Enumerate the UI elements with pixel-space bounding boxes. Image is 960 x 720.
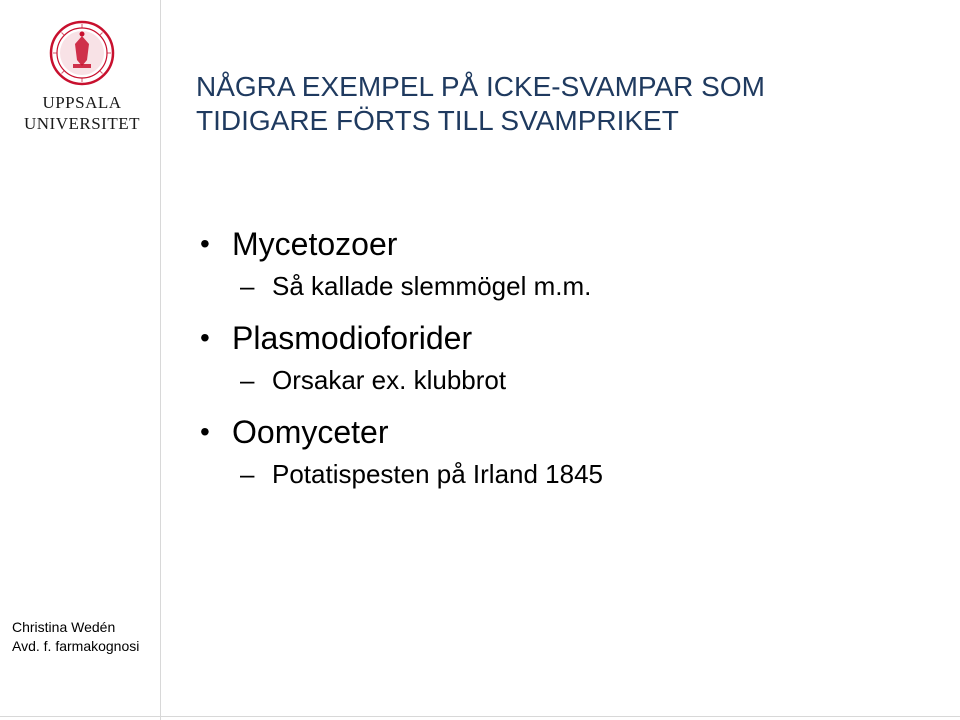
logo-wordmark-line1: UPPSALA xyxy=(42,93,122,112)
bullet-icon: • xyxy=(200,416,210,447)
dash-icon: – xyxy=(240,271,255,301)
bullet-list xyxy=(196,224,936,506)
slide-title xyxy=(196,70,936,138)
slide-title-line1: NÅGRA EXEMPEL PÅ ICKE-SVAMPAR SOM xyxy=(196,71,765,102)
university-logo xyxy=(20,20,144,136)
sub-bullet-text: Potatispesten på Irland 1845 xyxy=(272,459,604,489)
sub-bullet-text: Så kallade slemmögel m.m. xyxy=(272,271,592,301)
university-seal-icon xyxy=(49,20,115,86)
sub-bullet-item xyxy=(196,364,936,396)
dash-icon: – xyxy=(240,459,255,489)
bullet-item xyxy=(196,412,936,452)
bullet-item xyxy=(196,318,936,358)
sub-bullet-item xyxy=(196,270,936,302)
sidebar-divider xyxy=(160,0,161,720)
sub-bullet-text: Orsakar ex. klubbrot xyxy=(272,365,507,395)
bullet-text: Mycetozoer xyxy=(232,226,398,262)
sub-bullet-item xyxy=(196,458,936,490)
footer-author: Christina Wedén xyxy=(12,619,116,635)
bullet-item xyxy=(196,224,936,264)
slide-title-line2: TIDIGARE FÖRTS TILL SVAMPRIKET xyxy=(196,105,679,136)
footer-department: Avd. f. farmakognosi xyxy=(12,638,140,654)
bottom-divider xyxy=(0,716,960,717)
bullet-icon: • xyxy=(200,228,210,259)
bullet-icon: • xyxy=(200,322,210,353)
logo-wordmark-line2: UNIVERSITET xyxy=(24,114,140,133)
bullet-text: Plasmodioforider xyxy=(232,320,473,356)
dash-icon: – xyxy=(240,365,255,395)
bullet-text: Oomyceter xyxy=(232,414,389,450)
slide-footer xyxy=(12,618,139,656)
